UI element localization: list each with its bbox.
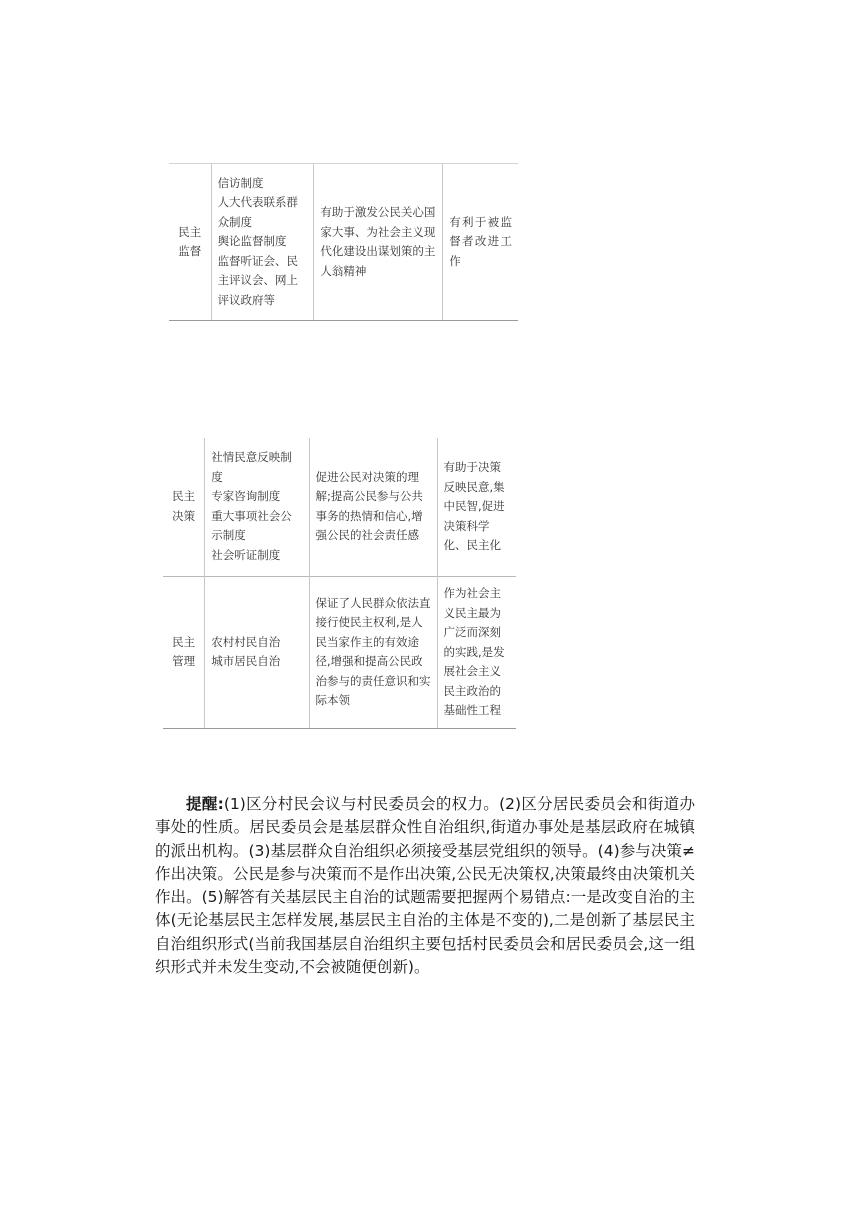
table-row	[163, 438, 516, 576]
row-category: 民主 监督	[178, 224, 202, 258]
table-bottom-rule	[163, 728, 516, 729]
democracy-supervision-table	[169, 164, 518, 320]
reminder-text: (1)区分村民会议与村民委员会的权力。(2)区分居民委员会和街道办事处的性质。居民委员会是基层群众性自治组织,街道办事处是基层政府在城镇的派出机构。(3)基层群众自治组织必须接受基层党组织的领导。(4)参与决策≠作出决策。公民是参与决策而不是作出决策,公民无决策权,决策最终由决策机关作出。(5)解答有关基层民主自治的试题需要把握两个易错点:一是改变自治的主体(无论基层民主怎样发展,基层民主自治的主体是不变的),二是创新了基层民主自治组织形式(当前我国基层自治组织主要包括村民委员会和居民委员会,这一组织形式并未发生变动,不会被随便创新)。	[155, 795, 695, 977]
row-significance-state: 有助于决策反映民意,集中民智,促进决策科学化、民主化	[437, 438, 516, 576]
reminder-label: 提醒:	[186, 795, 224, 813]
row-significance-citizen: 有助于激发公民关心国家大事、为社会主义现代化建设出谋划策的主人翁精神	[314, 164, 443, 320]
row-forms: 社情民意反映制度 专家咨询制度 重大事项社会公示制度 社会听证制度	[205, 438, 309, 576]
table-bottom-rule	[169, 320, 518, 321]
row-category: 民主 决策	[172, 489, 196, 523]
row-significance-state: 作为社会主义民主最为广泛而深刻的实践,是发展社会主义民主政治的基础性工程	[437, 576, 516, 728]
row-significance-state: 有利于被监督者改进工作	[443, 164, 518, 320]
table-row	[169, 164, 518, 320]
reminder-paragraph	[155, 793, 695, 979]
row-forms: 农村村民自治 城市居民自治	[205, 576, 309, 728]
row-forms: 信访制度 人大代表联系群众制度 舆论监督制度 监督听证会、民主评议会、网上评议政府等	[211, 164, 314, 320]
table-row	[163, 576, 516, 728]
democracy-decision-management-table	[163, 438, 516, 728]
row-significance-citizen: 促进公民对决策的理解;提高公民参与公共事务的热情和信心,增强公民的社会责任感	[309, 438, 437, 576]
row-significance-citizen: 保证了人民群众依法直接行使民主权利,是人民当家作主的有效途径,增强和提高公民政治参与的责任意识和实际本领	[309, 576, 437, 728]
row-category: 民主 管理	[163, 576, 205, 728]
